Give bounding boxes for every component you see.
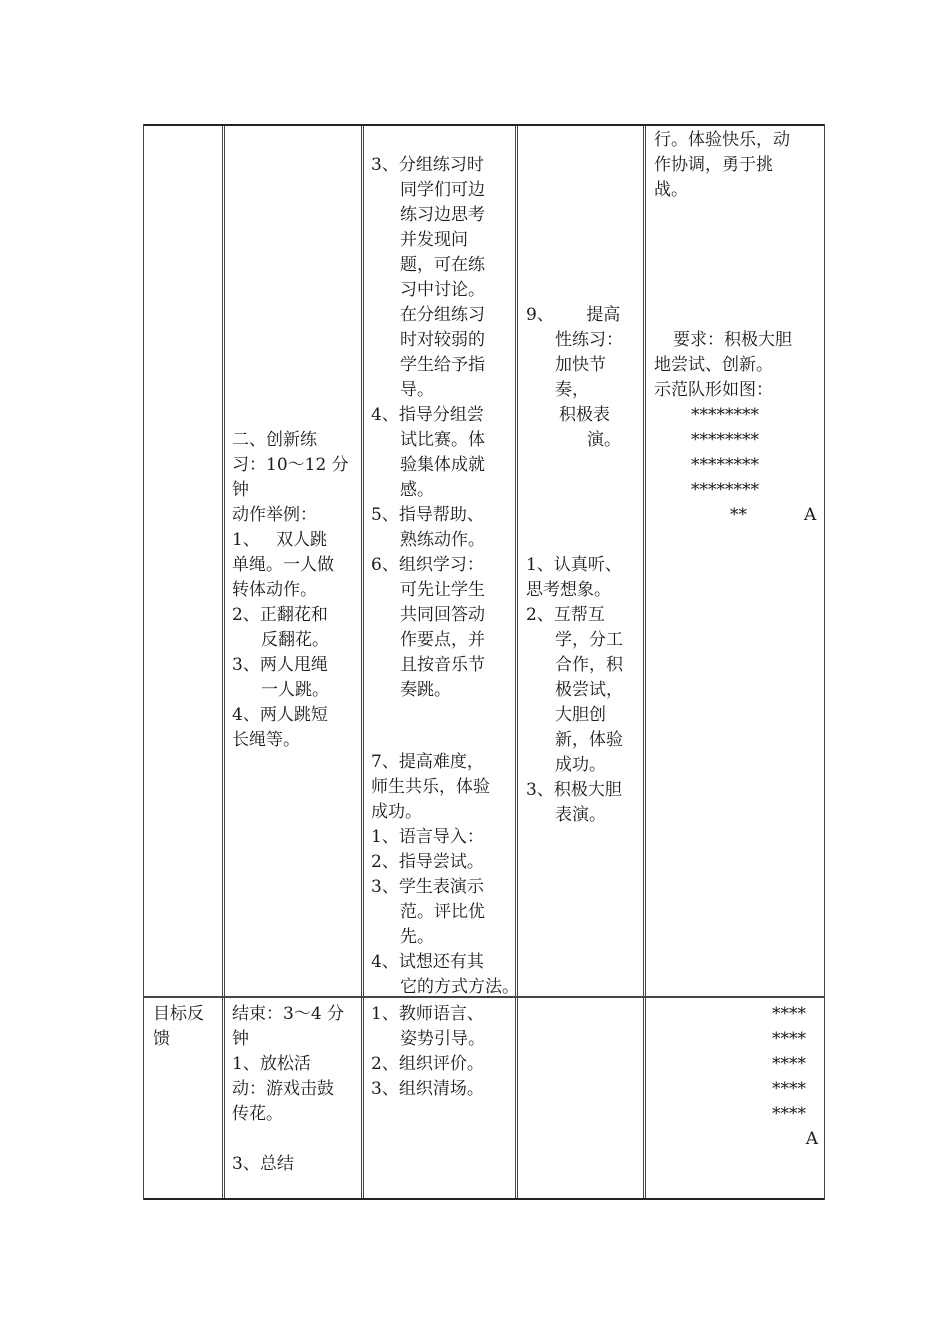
text-line: 3、两人甩绳 <box>232 655 328 675</box>
text-line: 4、试想还有其 <box>371 952 484 972</box>
text-line: 习：10～12 分 <box>232 455 349 475</box>
col-divider-3 <box>515 126 518 1198</box>
text-line: 1、放松活 <box>232 1054 311 1074</box>
text-line: 并发现问 <box>400 230 468 250</box>
text-line: 作协调，勇于挑 <box>654 155 773 175</box>
text-line: 作要点，并 <box>400 630 485 650</box>
text-line: 战。 <box>654 180 688 200</box>
text-line: 表演。 <box>555 805 606 825</box>
text-line <box>232 1127 358 1152</box>
text-line: 目标反 <box>153 1004 204 1024</box>
text-line: 积极表 <box>559 405 610 425</box>
row1-content-cell <box>232 428 358 753</box>
text-line: 动作举例： <box>232 505 317 525</box>
text-line: 成功。 <box>371 802 422 822</box>
formation-row: **** <box>772 1029 806 1049</box>
text-line: 行。体验快乐，动 <box>654 130 790 150</box>
text-line: 学生给予指 <box>400 355 485 375</box>
text-line: 大胆创 <box>555 705 606 725</box>
text-line: 可先让学生 <box>400 580 485 600</box>
text-line: 4、指导分组尝 <box>371 405 484 425</box>
formation-row: ******** <box>691 405 759 425</box>
text-line: 钟 <box>232 480 249 500</box>
teacher-position-mark: A <box>805 1129 818 1149</box>
formation-row <box>730 503 760 528</box>
text-line: 极尝试， <box>555 680 623 700</box>
table-right-border <box>824 124 825 1200</box>
text-line: 奏， <box>555 380 589 400</box>
text-line: 动：游戏击鼓 <box>232 1079 334 1099</box>
text-line: 加快节 <box>555 355 606 375</box>
text-line: 转体动作。 <box>232 580 317 600</box>
text-line: 1、认真听、 <box>526 555 622 575</box>
text-line: 它的方式方法。 <box>400 977 519 997</box>
text-line: 2、组织评价。 <box>371 1054 484 1074</box>
text-line: 9、 提高 <box>526 305 621 325</box>
text-line: 学，分工 <box>555 630 623 650</box>
text-line: 2、互帮互 <box>526 605 605 625</box>
table-bottom-border <box>143 1198 825 1200</box>
text-line: 2、正翻花和 <box>232 605 328 625</box>
teacher-position-mark <box>804 503 818 528</box>
text-line: 奏跳。 <box>400 680 451 700</box>
text-line: 共同回答动 <box>400 605 485 625</box>
text-line: 范。评比优 <box>400 902 485 922</box>
text-line: 验集体成就 <box>400 455 485 475</box>
text-line: 感。 <box>400 480 434 500</box>
text-line: 练习边思考 <box>400 205 485 225</box>
row1-student-cell-b <box>526 553 642 828</box>
text-line: 成功。 <box>555 755 606 775</box>
formation-row: **** <box>772 1054 806 1074</box>
text-line: 3、学生表演示 <box>371 877 484 897</box>
text-line: 反翻花。 <box>261 630 329 650</box>
text-line: 长绳等。 <box>232 730 300 750</box>
text-line: 题，可在练 <box>400 255 485 275</box>
text-line: 4、两人跳短 <box>232 705 328 725</box>
text-line: 1、教师语言、 <box>371 1004 484 1024</box>
text-line: 在分组练习 <box>400 305 485 325</box>
row1-teacher-cell-a <box>371 153 513 703</box>
text-line: 3、总结 <box>232 1154 294 1174</box>
formation-row: **** <box>772 1004 806 1024</box>
text-line: 示范队形如图： <box>654 380 773 400</box>
table-top-border <box>143 124 825 126</box>
text-line: 演。 <box>587 430 621 450</box>
text-line: 5、指导帮助、 <box>371 505 484 525</box>
text-line: 6、组织学习： <box>371 555 484 575</box>
formation-row: ******** <box>691 455 759 475</box>
text-line: 7、提高难度， <box>371 752 484 772</box>
text-line: 先。 <box>400 927 434 947</box>
text-line: 同学们可边 <box>400 180 485 200</box>
text-line: 传花。 <box>232 1104 283 1124</box>
text-line: 师生共乐，体验 <box>371 777 490 797</box>
text-line: 3、积极大胆 <box>526 780 622 800</box>
text-line: 姿势引导。 <box>400 1029 485 1049</box>
row2-teacher-cell <box>371 1002 513 1102</box>
text-line: 且按音乐节 <box>400 655 485 675</box>
text-line: 导。 <box>400 380 434 400</box>
row1-teacher-cell-b <box>371 750 519 1000</box>
col-divider-2 <box>361 126 364 1198</box>
row2-formation-cell <box>700 1002 818 1152</box>
row1-requirement-cell-a <box>654 128 820 203</box>
formation-row: **** <box>772 1079 806 1099</box>
text-line: 试比赛。体 <box>400 430 485 450</box>
text-line: 熟练动作。 <box>400 530 485 550</box>
col-divider-4 <box>643 126 646 1198</box>
text-line: 新，体验 <box>555 730 623 750</box>
text-line: 钟 <box>232 1029 249 1049</box>
text-line: 习中讨论。 <box>400 280 485 300</box>
row1-student-cell-a <box>526 303 642 453</box>
col-divider-1 <box>222 126 225 1198</box>
row2-label-cell <box>153 1002 219 1052</box>
text-line: 二、创新练 <box>232 430 317 450</box>
text-line: ** <box>730 505 747 525</box>
formation-row: **** <box>772 1104 806 1124</box>
text-line: 时对较弱的 <box>400 330 485 350</box>
text-line: 2、指导尝试。 <box>371 852 484 872</box>
text-line: 3、分组练习时 <box>371 155 484 175</box>
text-line: 一人跳。 <box>261 680 329 700</box>
text-line: 3、组织清场。 <box>371 1079 484 1099</box>
text-line: 性练习： <box>555 330 623 350</box>
text-line: 结束：3～4 分 <box>232 1004 345 1024</box>
text-line: 合作，积 <box>555 655 623 675</box>
text-line: 1、语言导入： <box>371 827 484 847</box>
text-line: 1、 双人跳 <box>232 530 328 550</box>
row2-content-cell <box>232 1002 358 1177</box>
text-line: 馈 <box>153 1029 170 1049</box>
text-line: A <box>804 505 817 525</box>
table-left-border <box>143 124 144 1200</box>
formation-row: ******** <box>691 430 759 450</box>
row1-requirement-cell-b <box>654 328 820 503</box>
text-line: 单绳。一人做 <box>232 555 334 575</box>
formation-row: ******** <box>691 480 759 500</box>
text-line: 要求：积极大胆 <box>673 330 792 350</box>
text-line: 地尝试、创新。 <box>654 355 773 375</box>
text-line: 思考想象。 <box>526 580 611 600</box>
